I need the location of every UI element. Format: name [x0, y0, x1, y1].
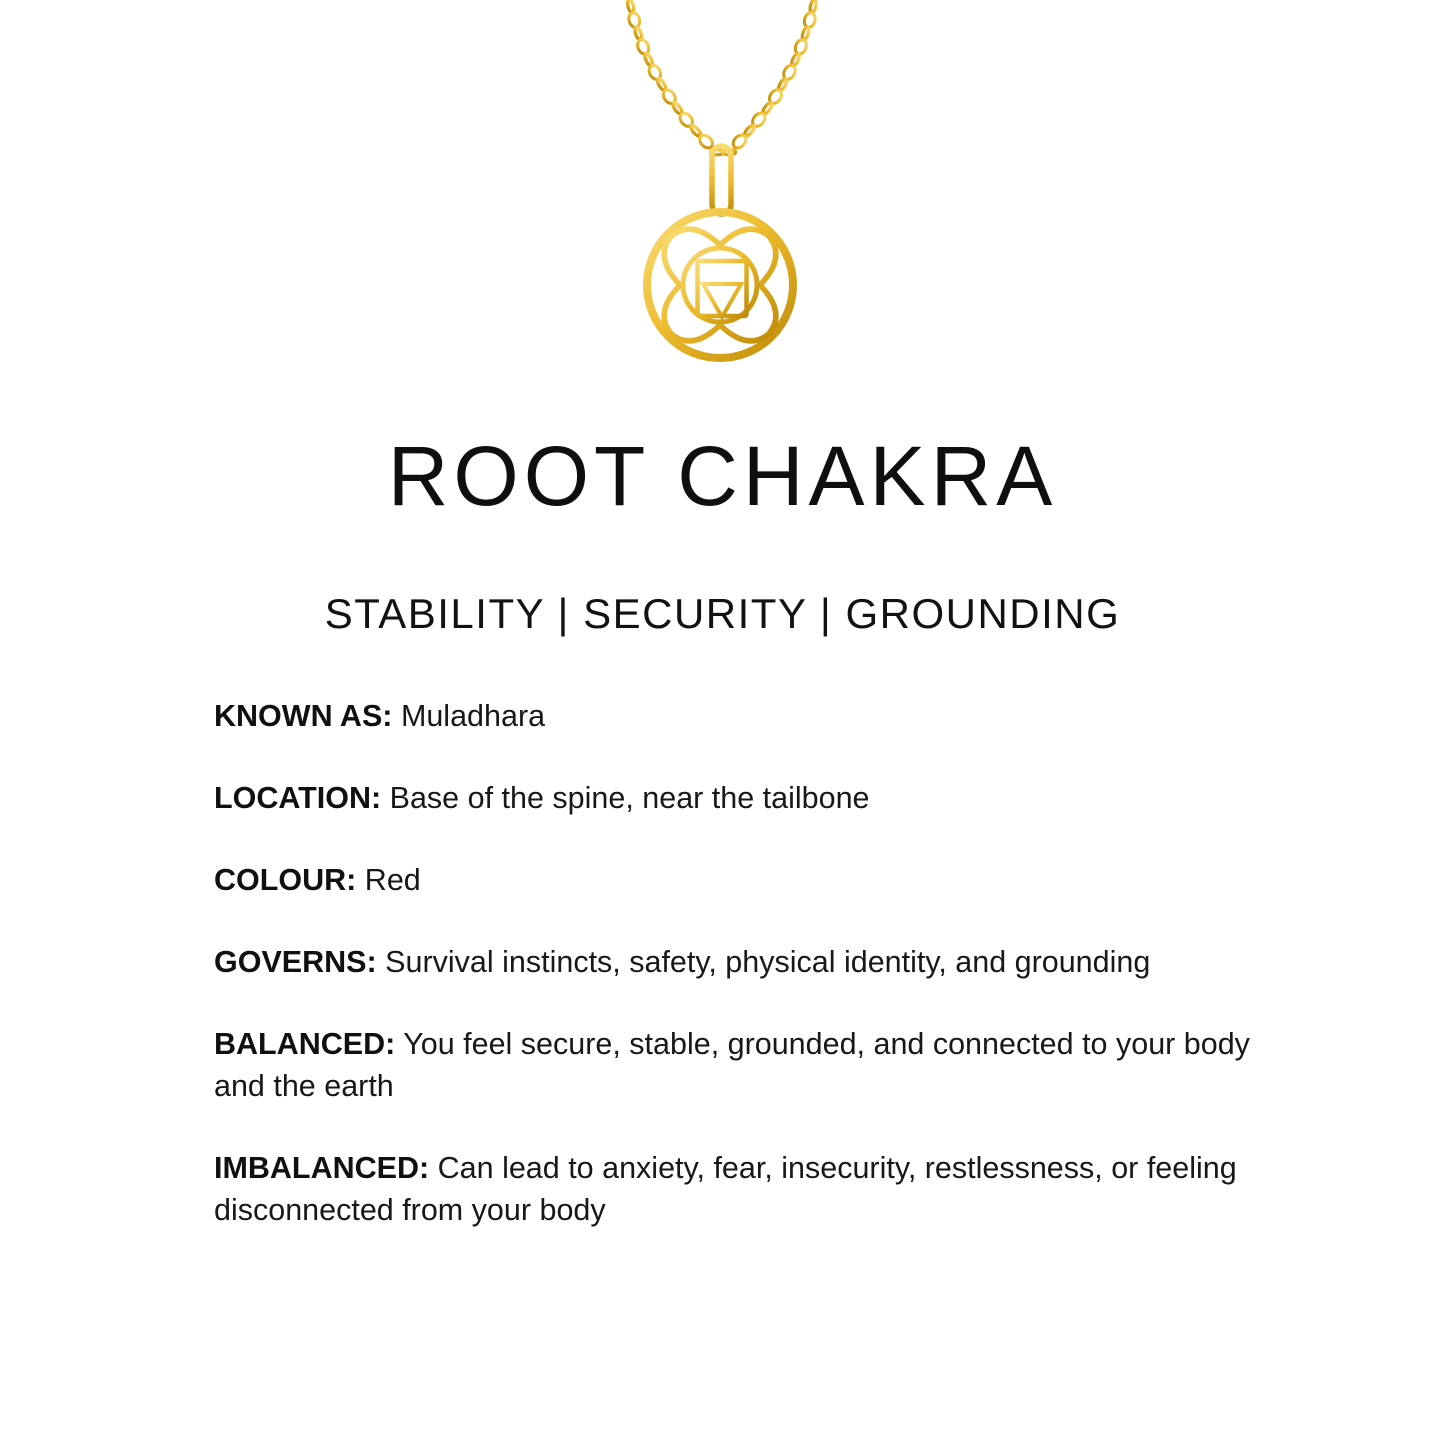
- detail-label: BALANCED:: [214, 1027, 396, 1061]
- detail-row: [214, 1023, 1254, 1107]
- detail-text: Can lead to anxiety, fear, insecurity, restlessness, or feeling disconnected from your body: [214, 1151, 1237, 1227]
- detail-label: KNOWN AS:: [214, 699, 393, 733]
- detail-label: LOCATION:: [214, 781, 382, 815]
- detail-text: Base of the spine, near the tailbone: [381, 781, 870, 815]
- detail-text: Survival instincts, safety, physical identity, and grounding: [376, 945, 1151, 979]
- detail-row: [214, 941, 1254, 983]
- detail-row: [214, 859, 1254, 901]
- detail-row: [214, 695, 1254, 737]
- detail-text: Red: [356, 863, 421, 897]
- chakra-pendant: [647, 146, 793, 358]
- detail-label: GOVERNS:: [214, 945, 377, 979]
- muladhara-triangle-icon: [703, 284, 741, 317]
- detail-row: [214, 777, 1254, 819]
- detail-label: IMBALANCED:: [214, 1151, 430, 1185]
- details-list: [214, 695, 1254, 1271]
- detail-text: Muladhara: [392, 699, 546, 733]
- necklace-pendant-image: [0, 0, 1445, 445]
- chain-link: [731, 133, 749, 151]
- chain-link: [627, 11, 641, 28]
- necklace-chain: [622, 0, 823, 155]
- detail-row: [214, 1147, 1254, 1231]
- chain-link: [803, 11, 817, 28]
- page-title: ROOT CHAKRA: [387, 429, 1058, 523]
- detail-text: You feel secure, stable, grounded, and connected to your body and the earth: [214, 1027, 1250, 1103]
- page-subtitle: STABILITY | SECURITY | GROUNDING: [324, 590, 1121, 637]
- detail-label: COLOUR:: [214, 863, 357, 897]
